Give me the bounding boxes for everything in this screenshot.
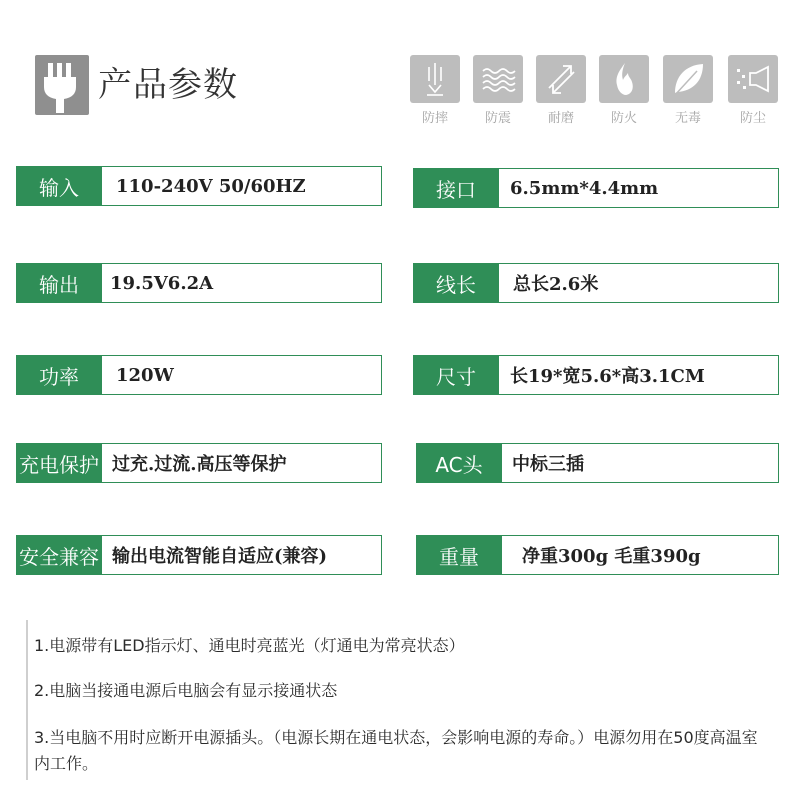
spec-value: 120W xyxy=(116,364,174,386)
page-title: 产品参数 xyxy=(98,65,238,105)
feature-label: 防摔 xyxy=(421,111,448,126)
spec-row-cable-length xyxy=(413,263,779,303)
feature-label: 防火 xyxy=(610,111,637,126)
spec-key: 尺寸 xyxy=(413,355,499,395)
spec-value: 19.5V6.2A xyxy=(110,272,214,294)
spec-row-input xyxy=(16,166,382,206)
plug-icon xyxy=(35,55,89,115)
spec-row-weight xyxy=(416,535,779,575)
spec-row-connector xyxy=(413,168,779,208)
spec-key: 安全兼容 xyxy=(16,535,102,575)
spec-key: 重量 xyxy=(416,535,502,575)
feature-icons xyxy=(410,55,780,130)
spec-value: 6.5mm*4.4mm xyxy=(510,177,659,199)
spec-value: 净重300g 毛重390g xyxy=(522,546,701,567)
spec-row-ac-plug xyxy=(416,443,779,483)
wave-icon xyxy=(473,55,523,103)
drop-arrow-icon xyxy=(410,55,460,103)
feature-wear xyxy=(536,55,586,130)
spec-row-dimensions xyxy=(413,355,779,395)
spec-value: 过充.过流.高压等保护 xyxy=(112,454,287,475)
spec-value: 输出电流智能自适应(兼容) xyxy=(112,546,328,567)
dust-icon xyxy=(728,55,778,103)
feature-nontoxic xyxy=(663,55,713,130)
feature-label: 防尘 xyxy=(739,111,766,126)
feature-dust xyxy=(728,55,778,130)
feature-label: 防震 xyxy=(484,111,511,126)
leaf-icon xyxy=(663,55,713,103)
feature-shockproof-drop xyxy=(410,55,460,130)
note-item: 3.当电脑不用时应断开电源插头。（电源长期在通电状态，会影响电源的寿命。）电源勿用在50度高温室内工作。 xyxy=(34,728,758,773)
spec-value: 长19*宽5.6*高3.1CM xyxy=(510,366,705,387)
spec-row-power xyxy=(16,355,382,395)
feature-vibration xyxy=(473,55,523,130)
spec-key: 输入 xyxy=(16,166,102,206)
feature-fire xyxy=(599,55,649,130)
note-item: 1.电源带有LED指示灯、通电时亮蓝光（灯通电为常亮状态） xyxy=(34,636,465,655)
feature-label: 耐磨 xyxy=(547,111,574,126)
abrasion-arrows-icon xyxy=(536,55,586,103)
spec-row-charge-protection xyxy=(16,443,382,483)
spec-row-compatibility xyxy=(16,535,382,575)
spec-key: 接口 xyxy=(413,168,499,208)
spec-key: 输出 xyxy=(16,263,102,303)
spec-key: 功率 xyxy=(16,355,102,395)
spec-key: AC头 xyxy=(416,443,502,483)
spec-value: 110-240V 50/60HZ xyxy=(116,175,306,197)
spec-row-output xyxy=(16,263,382,303)
spec-key: 线长 xyxy=(413,263,499,303)
feature-label: 无毒 xyxy=(674,111,701,126)
flame-icon xyxy=(599,55,649,103)
note-item: 2.电脑当接通电源后电脑会有显示接通状态 xyxy=(34,681,338,700)
spec-key: 充电保护 xyxy=(16,443,102,483)
spec-value: 总长2.6米 xyxy=(513,274,599,295)
spec-value: 中标三插 xyxy=(512,454,584,475)
notes-divider xyxy=(26,620,28,780)
